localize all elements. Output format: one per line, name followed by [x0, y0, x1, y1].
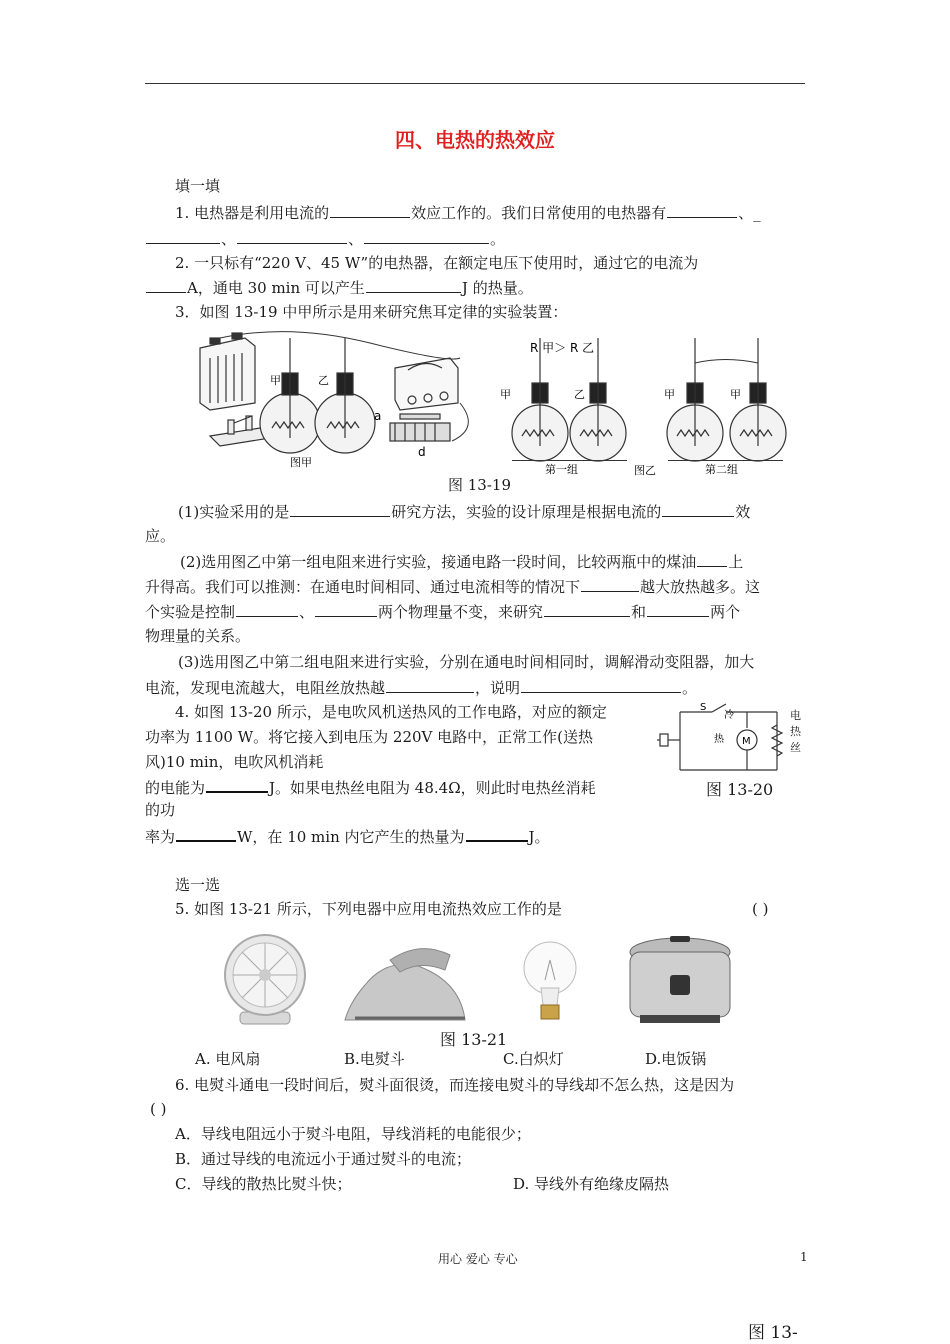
q6-option-d: D. 导线外有绝缘皮隔热 [513, 1175, 670, 1193]
q4-line2: 功率为 1100 W。将它接入到电压为 220V 电路中，正常工作(送热 [145, 728, 593, 746]
label-jia: 甲 [270, 374, 281, 387]
q3-3-blank-2 [521, 677, 681, 693]
q3-2-blank-3 [236, 601, 298, 617]
q4-line4: 的电能为 J。如果电热丝电阻为 48.4Ω，则此时电热丝消耗 [145, 776, 596, 798]
section-fill: 填一填 [175, 177, 221, 195]
footer-text: 用心 爱心 专心 [438, 1252, 518, 1266]
flask-jia-icon [260, 338, 320, 453]
caption-13-20: 图 13-20 [706, 780, 774, 799]
flask-yi-icon [315, 338, 375, 453]
label-d: d [418, 445, 426, 459]
q2-blank-2 [366, 277, 461, 293]
q4-blank-2 [176, 825, 236, 842]
base-line [512, 460, 627, 461]
label-g2-jia: 甲 [664, 388, 675, 401]
caption-13-19: 图 13-19 [448, 476, 512, 494]
q1-blank-1 [330, 202, 410, 218]
q3-1-blank-2 [662, 501, 734, 517]
caption-13-21: 图 13-21 [440, 1030, 508, 1049]
q3-2-line4: 物理量的关系。 [145, 627, 251, 645]
rheostat-icon [390, 414, 450, 441]
q3-2-blank-2 [581, 576, 639, 592]
q3-1-line2: 应。 [145, 527, 176, 545]
q3-2-blank-1 [697, 551, 727, 567]
q2-line1: 2. 一只标有“220 V、45 W”的电热器，在额定电压下使用时，通过它的电流为 [175, 254, 699, 272]
label-g1-jia: 甲 [500, 388, 511, 401]
q4-line3: 风)10 min，电吹风机消耗 [145, 753, 324, 771]
q4-line5: 的功 [145, 801, 176, 819]
motor-m: M [742, 736, 751, 747]
flask-group2-jia-icon [667, 338, 723, 461]
group1-label: 第一组 [545, 463, 578, 476]
section-choose: 选一选 [175, 876, 221, 894]
q5-option-a: A. 电风扇 [195, 1050, 261, 1068]
q6-line1: 6. 电熨斗通电一段时间后，熨斗面很烫，而连接电熨斗的导线却不怎么热，这是因为 [175, 1076, 735, 1094]
q3-1-blank-1 [290, 501, 390, 517]
caption-yi: 图乙 [634, 464, 656, 477]
q2-line2: A，通电 30 min 可以产生 J 的热量。 [145, 277, 533, 298]
q6-option-a: A．导线电阻远小于熨斗电阻，导线消耗的电能很少； [175, 1125, 531, 1143]
base-line [668, 460, 783, 461]
q3-3-line1: (3)选用图乙中第二组电阻来进行实验，分别在通电时间相同时，调解滑动变阻器，加大 [178, 653, 755, 671]
q6-option-b: B．通过导线的电流远小于通过熨斗的电流； [175, 1150, 472, 1168]
q3-3-line2: 电流，发现电流越大，电阻丝放热越 ，说明 。 [145, 679, 698, 697]
q1-blank-4 [237, 228, 347, 244]
header-rule [145, 83, 805, 84]
q3-2-line2: 升得高。我们可以推测：在通电时间相同、通过电流相等的情况下 越大放热越多。这 [145, 578, 761, 596]
q3-line1: 3．如图 13-19 中甲所示是用来研究焦耳定律的实验装置： [175, 303, 568, 321]
q4-line1: 4. 如图 13-20 所示，是电吹风机送热风的工作电路，对应的额定 [175, 703, 607, 721]
q3-1-line1: (1)实验采用的是 研究方法，实验的设计原理是根据电流的 效 [178, 503, 751, 521]
caption-jia: 图甲 [290, 456, 312, 469]
bulb-icon [524, 942, 576, 1019]
figure-13-20 [652, 700, 812, 780]
q3-2-blank-6 [647, 601, 709, 617]
page-title: 四、电热的热效应 [395, 128, 555, 152]
cut-caption: 图 13- [748, 1323, 798, 1343]
label-hot: 热 [714, 734, 724, 745]
q2-blank-1 [146, 277, 186, 293]
page-number: 1 [800, 1250, 808, 1264]
q1-blank-5 [364, 228, 489, 244]
flask-group1-jia-icon [512, 338, 568, 461]
heater-label: 电热丝 [790, 709, 801, 754]
ammeter-icon [395, 358, 458, 410]
figure-13-19 [190, 328, 810, 488]
q3-2-line3: 个实验是控制 、 两个物理量不变，来研究 和 两个 [145, 603, 741, 621]
wire [220, 332, 460, 359]
switch-s: S [700, 702, 707, 713]
q3-3-blank-1 [386, 677, 474, 693]
group2-label: 第二组 [705, 463, 738, 476]
label-g1-yi: 乙 [574, 388, 585, 401]
fan-icon [225, 935, 305, 1024]
q1-line2: 、 、 。 [145, 228, 505, 249]
label-a: a [374, 409, 382, 423]
q4-blank-1 [206, 776, 268, 793]
q5-option-c: C.白炽灯 [503, 1050, 564, 1068]
wire [452, 403, 468, 441]
rice-cooker-icon [630, 936, 730, 1023]
label-g2-jia2: 甲 [730, 388, 741, 401]
q5-option-d: D.电饭锅 [645, 1050, 707, 1068]
q1-line1: 1. 电热器是利用电流的 效应工作的。我们日常使用的电热器有 、_ [175, 204, 761, 222]
battery-icon [200, 333, 255, 410]
q5-bracket: ( ) [752, 900, 769, 918]
q6-bracket: ( ) [150, 1100, 167, 1118]
iron-icon [345, 949, 465, 1020]
q6-option-c: C．导线的散热比熨斗快； [175, 1175, 352, 1193]
label-cold: 冷 [724, 710, 734, 721]
q4-line6: 率为 W，在 10 min 内它产生的热量为 J。 [145, 825, 550, 847]
q3-2-blank-5 [544, 601, 630, 617]
r-compare: R 甲＞ R 乙 [530, 341, 595, 355]
wire [695, 360, 758, 364]
q5-line1: 5. 如图 13-21 所示，下列电器中应用电流热效应工作的是 [175, 900, 562, 918]
q4-blank-3 [466, 825, 528, 842]
label-yi: 乙 [318, 374, 329, 387]
q3-2-line1: (2)选用图乙中第一组电阻来进行实验，接通电路一段时间，比较两瓶中的煤油 上 [180, 553, 744, 571]
q1-blank-2 [667, 202, 737, 218]
q1-blank-3 [146, 228, 220, 244]
q3-2-blank-4 [315, 601, 377, 617]
q5-option-b: B.电熨斗 [344, 1050, 405, 1068]
figure-13-21 [215, 930, 755, 1030]
